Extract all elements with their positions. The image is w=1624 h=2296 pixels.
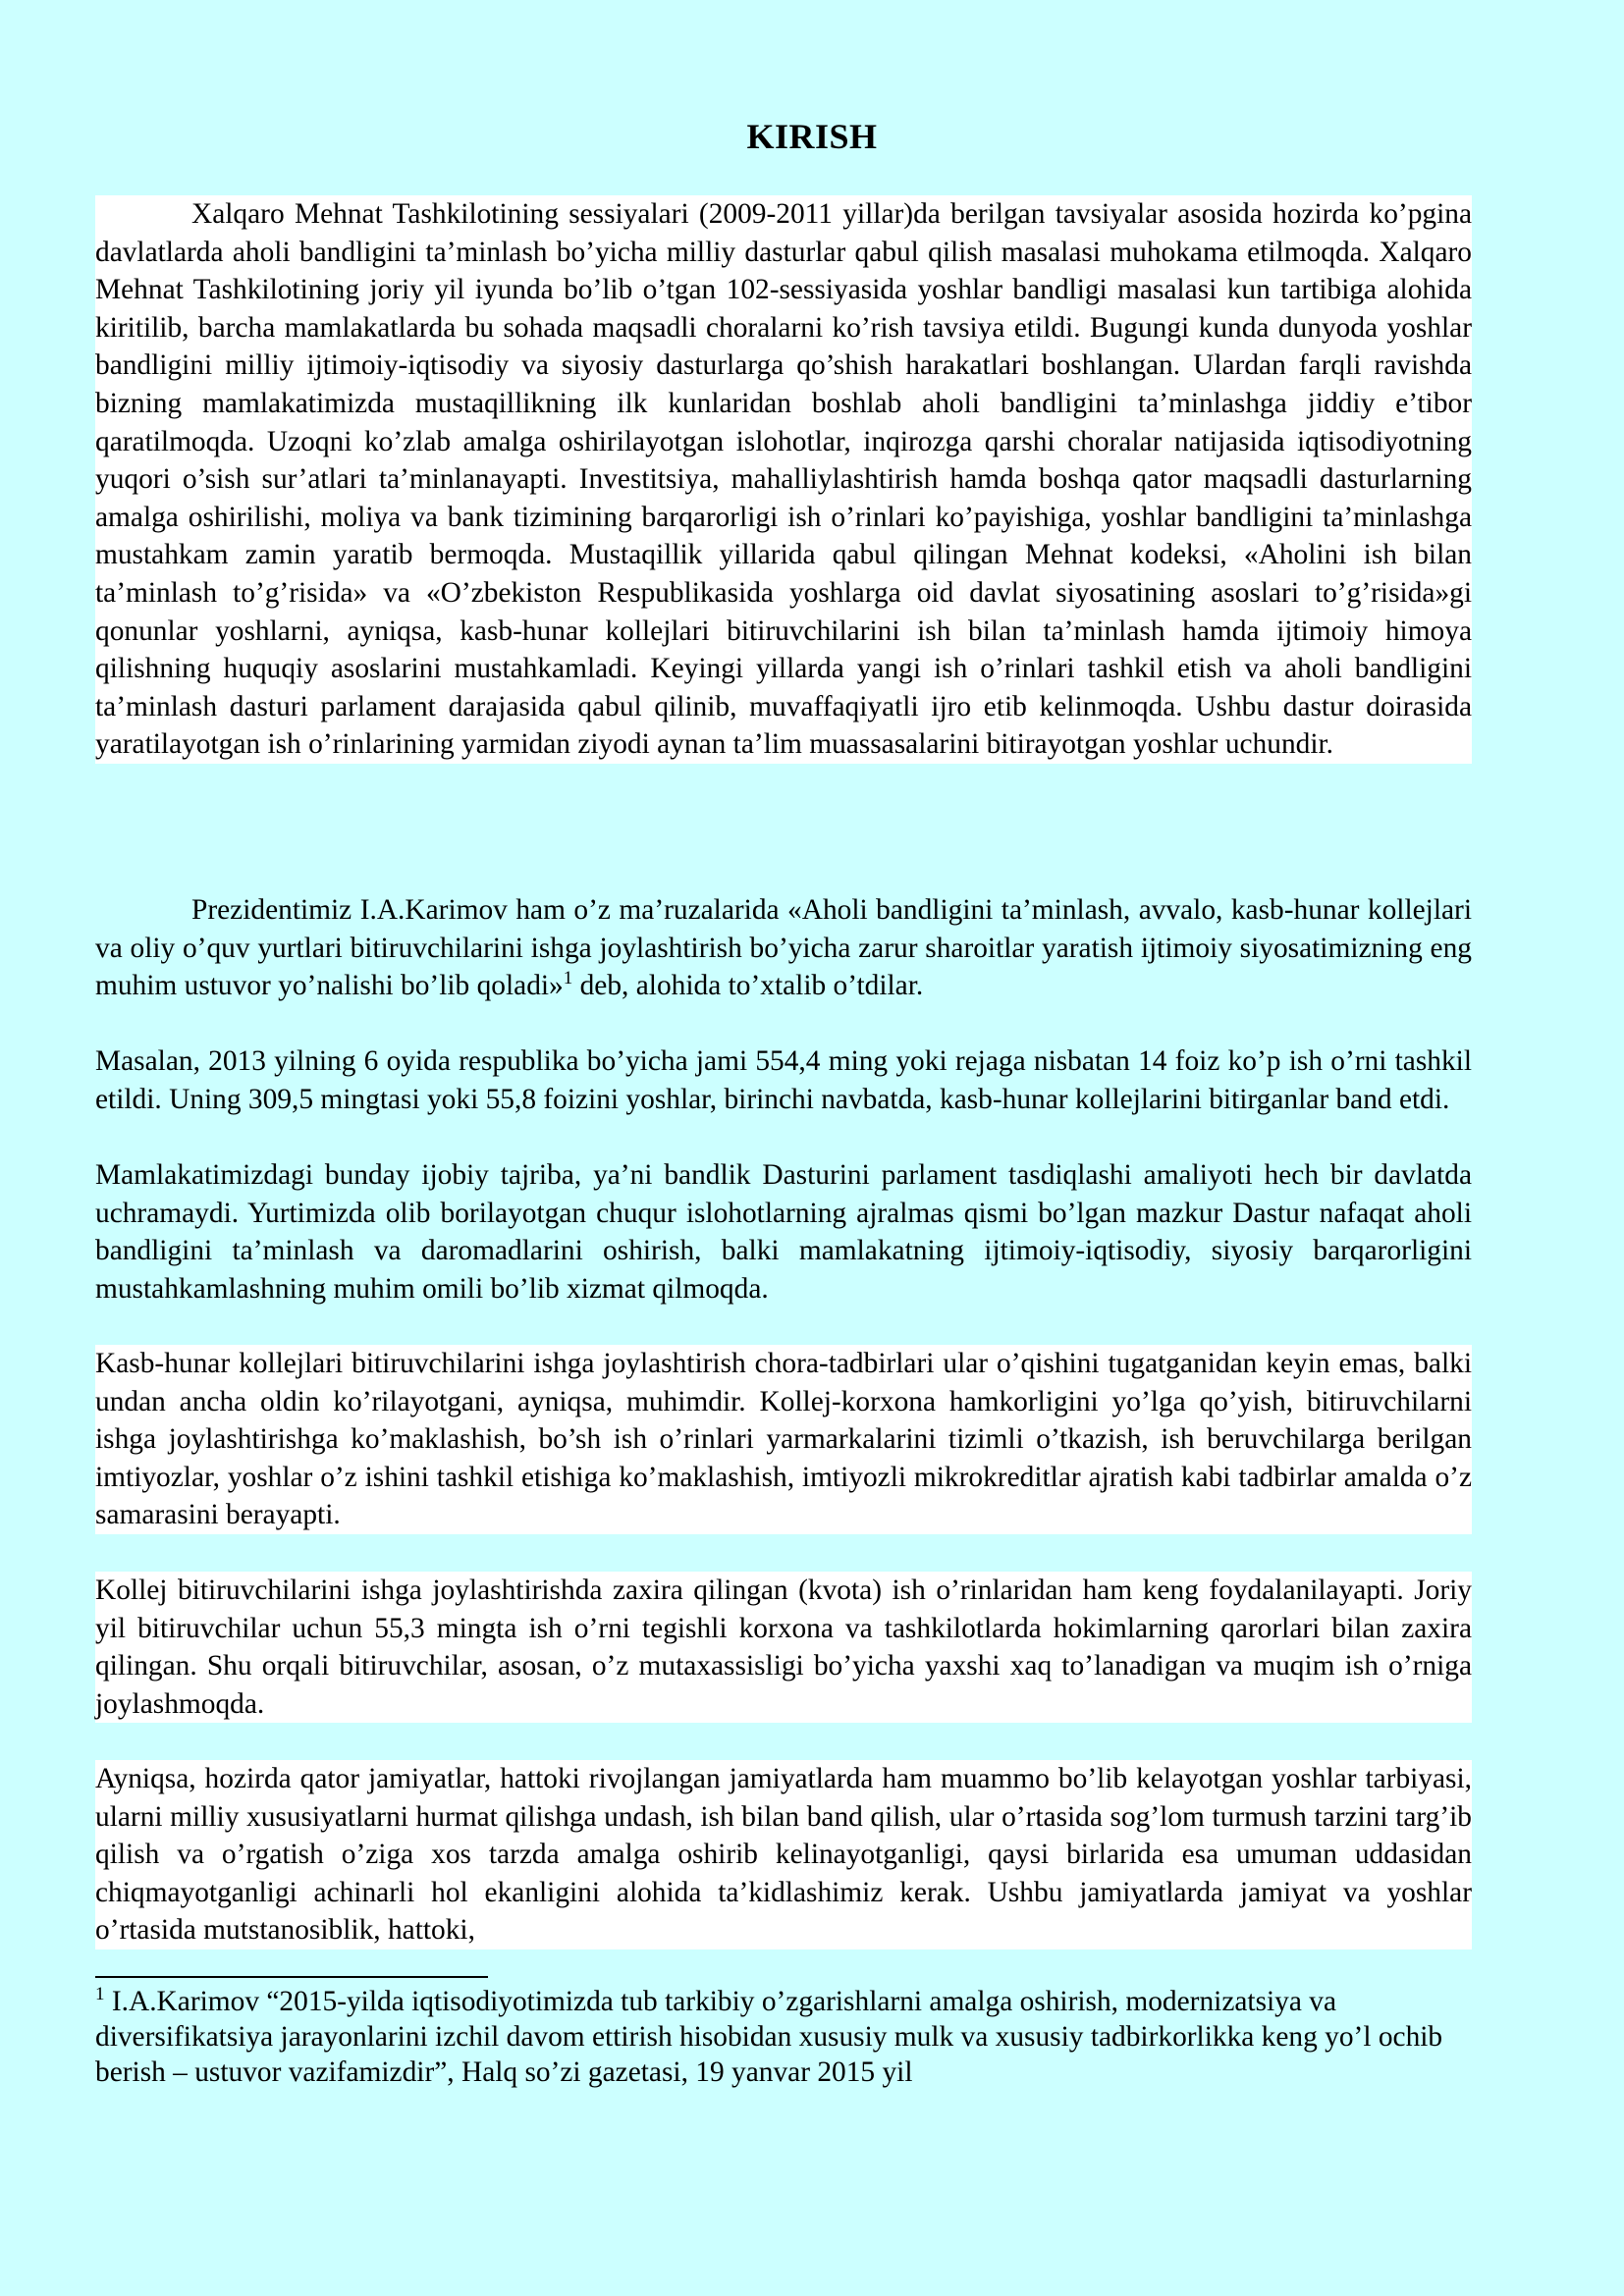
quote-tail: deb, alohida to’xtalib o’tdilar. bbox=[572, 970, 924, 1002]
footnote-separator bbox=[95, 1976, 488, 1978]
paragraph-intro: Xalqaro Mehnat Tashkilotining sessiyalari (2009-2011 yillar)da berilgan tavsiyalar asosida hozirda ko’pgina davlatlarda aholi bandligini ta’minlash bo’yicha milliy dasturlar qabul qilish masalasi muhokama etilmoqda. Xalqaro Mehnat Tashkilotining joriy yil iyunda bo’lib o’tgan 102-sessiyasida yoshlar bandligi masalasi kun tartibiga alohida kiritilib, barcha mamlakatlarda bu sohada maqsadli choralarni ko’rish tavsiya etildi. Bugungi kunda dunyoda yoshlar bandligini milliy ijtimoiy-iqtisodiy va siyosiy dasturlarga qo’shish harakatlari boshlangan. Ulardan farqli ravishda bizning mamlakatimizda mustaqillikning ilk kunlaridan boshlab aholi bandligini ta’minlashga jiddiy e’tibor qaratilmoqda. Uzoqni ko’zlab amalga oshirilayotgan islohotlar, inqirozga qarshi choralar natijasida iqtisodiyotning yuqori o’sish sur’atlari ta’minlanayapti. Investitsiya, mahalliylashtirish hamda boshqa qator maqsadli dasturlarning amalga oshirilishi, moliya va bank tizimining barqarorligi ish o’rinlari ko’payishiga, yoshlar bandligini ta’minlashga mustahkam zamin yaratib bermoqda. Mustaqillik yillarida qabul qilingan Mehnat kodeksi, «Aholini ish bilan ta’minlash to’g’risida» va «O’zbekiston Respublikasida yoshlarga oid davlat siyosatining asoslari to’g’risida»gi qonunlar yoshlarni, ayniqsa, kasb-hunar kollejlari bitiruvchilarini ish bilan ta’minlash hamda ijtimoiy himoya qilishning huquqiy asoslarini mustahkamladi. Keyingi yillarda yangi ish o’rinlari tashkil etish va aholi bandligini ta’minlash dasturi parlament darajasida qabul qilinib, muvaffaqiyatli ijro etib kelinmoqda. Ushbu dastur doirasida yaratilayotgan ish o’rinlarining yarmidan ziyodi aynan ta’lim muassasalarini bitirayotgan yoshlar uchundir. bbox=[95, 195, 1472, 764]
footnote-reference: 1 bbox=[563, 968, 573, 989]
paragraph-experience: Mamlakatimizdagi bunday ijobiy tajriba, ya’ni bandlik Dasturini parlament tasdiqlashi amaliyoti hech bir davlatda uchramaydi. Yurtimizda olib borilayotgan chuqur islohotlarning ajralmas qismi bo’lgan mazkur Dastur nafaqat aholi bandligini ta’minlash va daromadlarini oshirish, balki mamlakatning ijtimoiy-iqtisodiy, siyosiy barqarorligini mustahkamlashning muhim omili bo’lib xizmat qilmoqda. bbox=[95, 1159, 1472, 1305]
paragraph-quota: Kollej bitiruvchilarini ishga joylashtirishda zaxira qilingan (kvota) ish o’rinlaridan ham keng foydalanilayapti. Joriy yil bitiruvchilar uchun 55,3 mingta ish o’rni tegishli korxona va tashkilotlarda hokimlarning qarorlari bilan zaxira qilingan. Shu orqali bitiruvchilar, asosan, o’z mutaxassisligi bo’yicha yaxshi xaq to’lanadigan va muqim ish o’rniga joylashmoqda. bbox=[95, 1572, 1472, 1723]
footnote-mark: 1 bbox=[95, 1984, 105, 2004]
paragraph-president-quote bbox=[95, 891, 1472, 1005]
footnote bbox=[95, 1984, 1472, 2090]
paragraph-youth-upbringing: Ayniqsa, hozirda qator jamiyatlar, hattoki rivojlangan jamiyatlarda ham muammo bo’lib kelayotgan yoshlar tarbiyasi, ularni milliy xususiyatlarni hurmat qilishga undash, ish bilan band qilish, ular o’rtasida sog’lom turmush tarzini targ’ib qilish va o’rgatish o’ziga xos tarzda amalga oshirib kelinayotganligi, qaysi birlarida esa umuman uddasidan chiqmayotganligi achinarli hol ekanligini alohida ta’kidlashimiz kerak. Ushbu jamiyatlarda jamiyat va yoshlar o’rtasida mutstanosiblik, hattoki, bbox=[95, 1760, 1472, 1949]
footnote-text: I.A.Karimov “2015-yilda iqtisodiyotimizda tub tarkibiy o’zgarishlarni amalga oshirish, modernizatsiya va diversifikatsiya jarayonlarini izchil davom ettirish hisobidan xususiy mulk va xususiy tadbirkorlikka keng yo’l ochib berish – ustuvor vazifamizdir”, Halq so’zi gazetasi, 19 yanvar 2015 yil bbox=[95, 1986, 1443, 2088]
page-title: KIRISH bbox=[746, 117, 878, 156]
quote-text: Prezidentimiz I.A.Karimov ham o’z ma’ruzalarida «Aholi bandligini ta’minlash, avvalo, kasb-hunar kollejlari va oliy o’quv yurtlari bitiruvchilarini ishga joylashtirish bo’yicha zarur sharoitlar yaratish ijtimoiy siyosatimizning eng muhim ustuvor yo’nalishi bo’lib qoladi» bbox=[95, 894, 1472, 1002]
paragraph-college-measures: Kasb-hunar kollejlari bitiruvchilarini ishga joylashtirish chora-tadbirlari ular o’qishini tugatganidan keyin emas, balki undan ancha oldin ko’rilayotgani, ayniqsa, muhimdir. Kollej-korxona hamkorligini yo’lga qo’yish, bitiruvchilarni ishga joylashtirishga ko’maklashish, bo’sh ish o’rinlari yarmarkalarini tizimli o’tkazish, ish beruvchilarga berilgan imtiyozlar, yoshlar o’z ishini tashkil etishiga ko’maklashish, imtiyozli mikrokreditlar ajratish kabi tadbirlar amalda o’z samarasini berayapti. bbox=[95, 1345, 1472, 1534]
paragraph-statistics: Masalan, 2013 yilning 6 oyida respublika bo’yicha jami 554,4 ming yoki rejaga nisbatan 14 foiz ko’p ish o’rni tashkil etildi. Uning 309,5 mingtasi yoki 55,8 foizini yoshlar, birinchi navbatda, kasb-hunar kollejlarini bitirganlar band etdi. bbox=[95, 1045, 1472, 1115]
